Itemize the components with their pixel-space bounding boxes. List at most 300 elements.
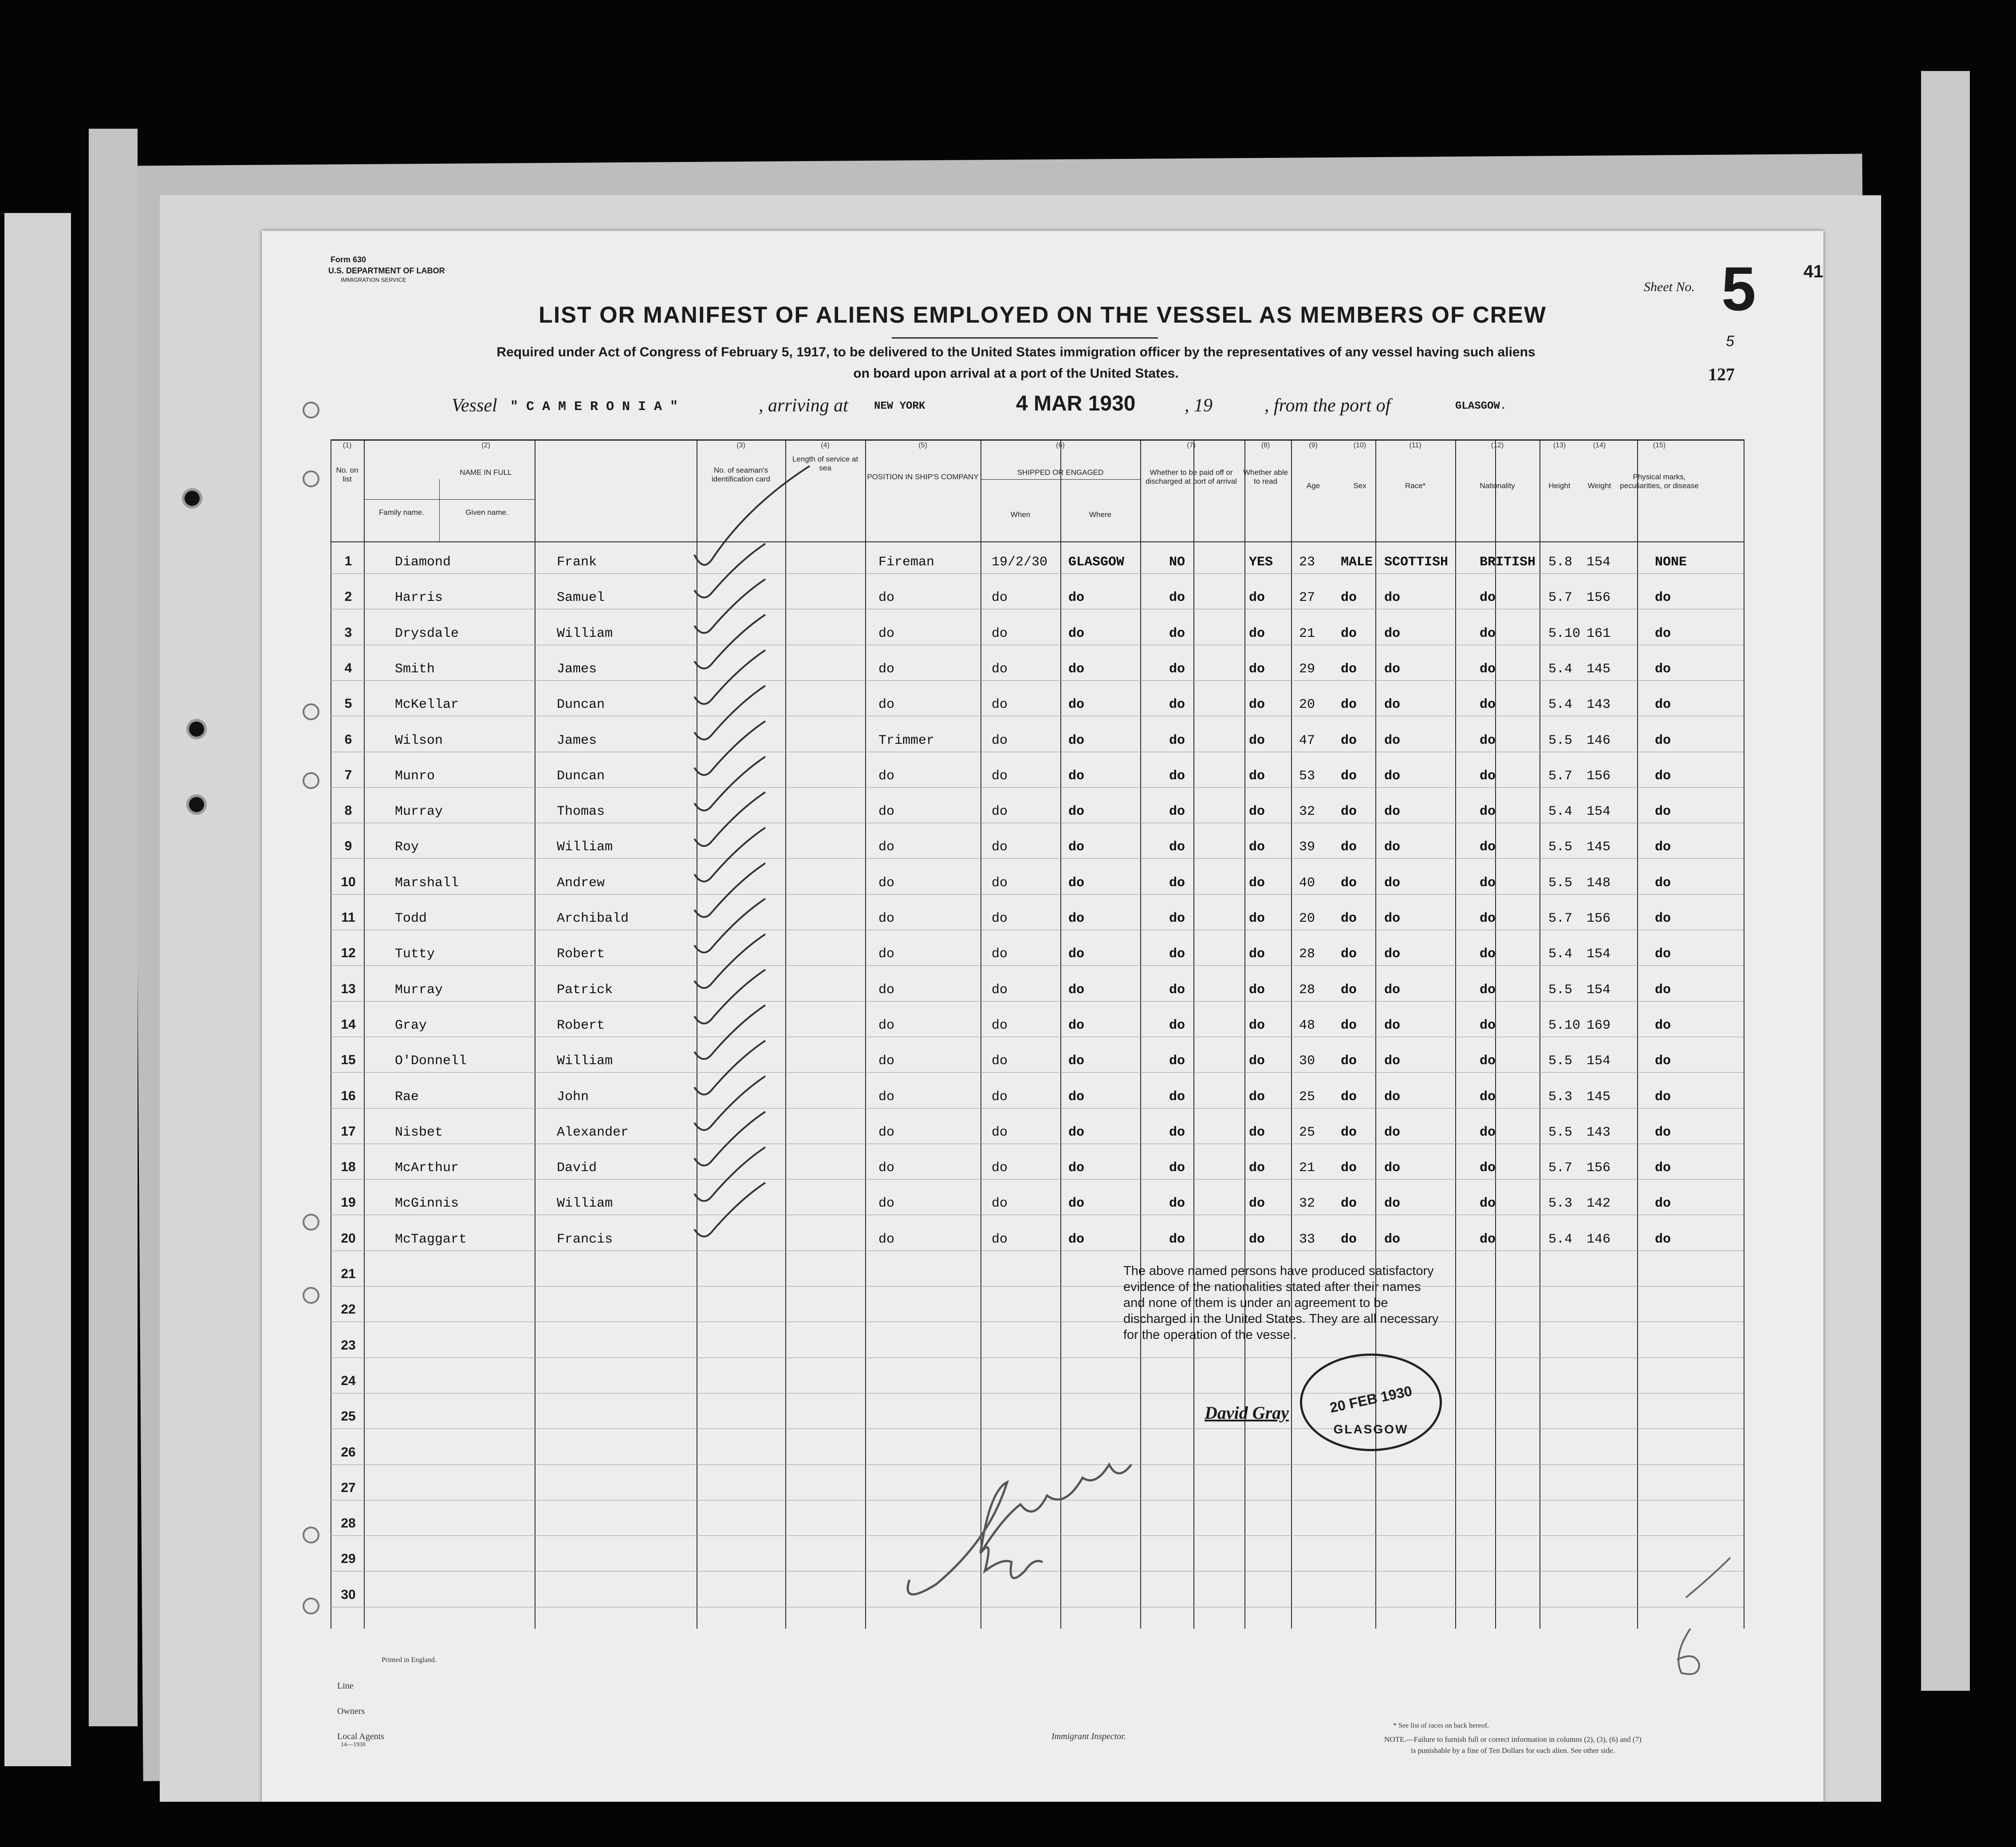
owners-label: Owners: [337, 1706, 365, 1716]
punch-hole: [182, 488, 202, 509]
cell-weight: 146: [1587, 1231, 1611, 1247]
cell-height: 5.5: [1548, 840, 1573, 855]
cell-age: 53: [1299, 768, 1315, 784]
cell-age: 20: [1299, 911, 1315, 926]
binder-ring: [303, 772, 319, 789]
row-number: 17: [341, 1124, 356, 1139]
cell-position: do: [878, 626, 895, 641]
column-number: (2): [481, 442, 490, 449]
cell-weight: 154: [1587, 947, 1611, 962]
column-header-race: Race*: [1405, 481, 1426, 490]
cell-age: 27: [1299, 590, 1315, 606]
cell-sex: do: [1341, 1018, 1357, 1033]
column-number: (4): [821, 442, 830, 449]
local-agents-label: Local Agents: [337, 1732, 385, 1741]
cell-height: 5.7: [1548, 911, 1573, 926]
handwriting-overlay: [262, 231, 1823, 1802]
cell-given: Andrew: [557, 875, 605, 891]
manifest-sheet: [262, 231, 1823, 1802]
cell-height: 5.4: [1548, 947, 1573, 962]
id-card-checkmarks: [694, 466, 810, 1236]
cell-height: 5.3: [1548, 1196, 1573, 1212]
cell-paid: do: [1169, 1231, 1185, 1247]
cell-where: do: [1068, 626, 1085, 641]
cell-paid: do: [1169, 1054, 1185, 1069]
cell-when: do: [992, 982, 1008, 998]
cell-given: William: [557, 840, 613, 855]
cell-race: do: [1384, 1125, 1401, 1140]
corner-number: 41: [1803, 262, 1823, 281]
cell-marks: do: [1655, 590, 1671, 606]
cell-position: do: [878, 697, 895, 713]
cell-weight: 145: [1587, 1089, 1611, 1105]
cell-race: do: [1384, 875, 1401, 891]
cell-age: 29: [1299, 661, 1315, 677]
cell-sex: do: [1341, 804, 1357, 820]
cell-height: 5.5: [1548, 1125, 1573, 1140]
page-edge-right: [1921, 71, 1970, 1691]
cell-position: Fireman: [878, 555, 935, 570]
column-header-weight: Weight: [1587, 481, 1611, 490]
row-number: 2: [344, 589, 352, 604]
cell-position: do: [878, 1231, 895, 1247]
page-edge-left: [89, 129, 138, 1726]
cell-race: do: [1384, 1054, 1401, 1069]
cell-weight: 169: [1587, 1018, 1611, 1033]
cell-height: 5.5: [1548, 1054, 1573, 1069]
cell-height: 5.5: [1548, 875, 1573, 891]
cell-family: Marshall: [395, 875, 459, 891]
cell-weight: 148: [1587, 875, 1611, 891]
penalty-note-1: NOTE.—Failure to furnish full or correct information in columns (2), (3), (6) and (7): [1384, 1735, 1642, 1744]
column-number: (10): [1353, 442, 1366, 449]
row-number: 23: [341, 1338, 356, 1353]
cell-sex: do: [1341, 840, 1357, 855]
cell-read: do: [1249, 911, 1265, 926]
column-number: (12): [1491, 442, 1504, 449]
cell-position: do: [878, 1160, 895, 1176]
cell-nationality: do: [1480, 733, 1496, 748]
cell-nationality: do: [1480, 840, 1496, 855]
cell-height: 5.4: [1548, 697, 1573, 713]
cell-race: do: [1384, 1089, 1401, 1105]
row-number: 10: [341, 874, 356, 889]
cell-weight: 154: [1587, 804, 1611, 820]
cell-where: do: [1068, 804, 1085, 820]
vessel-label: Vessel: [452, 395, 497, 416]
column-header-sex: Sex: [1353, 481, 1366, 490]
column-header-able-read: Whether able to read: [1243, 468, 1288, 485]
form-number: Form 630: [331, 255, 366, 264]
cell-height: 5.4: [1548, 804, 1573, 820]
cell-given: William: [557, 1054, 613, 1069]
cell-read: do: [1249, 661, 1265, 677]
cell-where: do: [1068, 1125, 1085, 1140]
cell-marks: do: [1655, 626, 1671, 641]
arrival-date-stamp: 4 MAR 1930: [1016, 392, 1136, 415]
cell-where: do: [1068, 768, 1085, 784]
cell-where: do: [1068, 911, 1085, 926]
inspector-scrawl: [908, 1464, 1131, 1594]
cell-position: do: [878, 1196, 895, 1212]
cell-age: 30: [1299, 1054, 1315, 1069]
cell-race: SCOTTISH: [1384, 555, 1449, 570]
cell-where: do: [1068, 590, 1085, 606]
cell-height: 5.7: [1548, 768, 1573, 784]
cell-height: 5.3: [1548, 1089, 1573, 1105]
cell-family: Murray: [395, 804, 443, 820]
row-number: 14: [341, 1017, 356, 1032]
cell-nationality: do: [1480, 947, 1496, 962]
column-number: (11): [1409, 442, 1421, 449]
year-label: , 19: [1185, 395, 1213, 416]
punch-hole: [186, 794, 207, 815]
cell-height: 5.10: [1548, 1018, 1581, 1033]
cell-height: 5.5: [1548, 982, 1573, 998]
cell-sex: do: [1341, 1054, 1357, 1069]
cell-read: do: [1249, 1054, 1265, 1069]
cell-nationality: do: [1480, 982, 1496, 998]
cell-position: do: [878, 1018, 895, 1033]
cell-sex: do: [1341, 1160, 1357, 1176]
form-code: 14—1930: [341, 1741, 366, 1748]
cell-when: do: [992, 590, 1008, 606]
cell-nationality: do: [1480, 768, 1496, 784]
cell-sex: do: [1341, 1089, 1357, 1105]
cell-read: do: [1249, 1231, 1265, 1247]
office-stamp-date: 20 FEB 1930: [1328, 1382, 1414, 1416]
cell-sex: do: [1341, 661, 1357, 677]
cell-nationality: do: [1480, 1018, 1496, 1033]
cell-when: do: [992, 768, 1008, 784]
cell-age: 33: [1299, 1231, 1315, 1247]
row-number: 13: [341, 981, 356, 996]
cell-race: do: [1384, 590, 1401, 606]
column-header-shipped: SHIPPED OR ENGAGED: [1017, 468, 1104, 477]
cell-age: 21: [1299, 1160, 1315, 1176]
cell-age: 21: [1299, 626, 1315, 641]
row-number: 30: [341, 1587, 356, 1602]
row-number: 4: [344, 660, 352, 675]
column-number: (7): [1187, 442, 1196, 449]
cell-marks: do: [1655, 1160, 1671, 1176]
cell-read: do: [1249, 768, 1265, 784]
cell-height: 5.7: [1548, 1160, 1573, 1176]
cell-position: do: [878, 840, 895, 855]
row-number: 16: [341, 1088, 356, 1103]
row-number: 25: [341, 1409, 356, 1424]
cell-marks: do: [1655, 911, 1671, 926]
cell-family: Tutty: [395, 947, 435, 962]
row-number: 3: [344, 625, 352, 640]
cell-race: do: [1384, 947, 1401, 962]
cell-family: Nisbet: [395, 1125, 443, 1140]
cell-family: Diamond: [395, 555, 451, 570]
cell-race: do: [1384, 697, 1401, 713]
cell-when: do: [992, 875, 1008, 891]
cell-age: 25: [1299, 1089, 1315, 1105]
cell-marks: do: [1655, 1231, 1671, 1247]
column-number: (15): [1653, 442, 1666, 449]
cell-given: Frank: [557, 555, 597, 570]
cell-marks: do: [1655, 1018, 1671, 1033]
cell-height: 5.5: [1548, 733, 1573, 748]
cell-nationality: do: [1480, 1231, 1496, 1247]
cell-height: 5.7: [1548, 590, 1573, 606]
cell-sex: do: [1341, 1125, 1357, 1140]
cell-race: do: [1384, 768, 1401, 784]
cell-race: do: [1384, 1160, 1401, 1176]
cell-when: do: [992, 661, 1008, 677]
cell-when: do: [992, 697, 1008, 713]
cell-marks: do: [1655, 733, 1671, 748]
cell-nationality: do: [1480, 804, 1496, 820]
row-number: 15: [341, 1053, 356, 1068]
cell-race: do: [1384, 626, 1401, 641]
cell-nationality: do: [1480, 590, 1496, 606]
cell-given: James: [557, 661, 597, 677]
margin-mark: [1677, 1558, 1730, 1674]
cell-weight: 143: [1587, 697, 1611, 713]
column-number: (6): [1056, 442, 1065, 449]
cell-age: 39: [1299, 840, 1315, 855]
column-header-age: Age: [1306, 481, 1320, 490]
cell-nationality: do: [1480, 697, 1496, 713]
cell-when: do: [992, 1054, 1008, 1069]
cell-age: 28: [1299, 947, 1315, 962]
row-number: 26: [341, 1444, 356, 1460]
cell-given: Robert: [557, 947, 605, 962]
cell-age: 47: [1299, 733, 1315, 748]
column-number: (14): [1593, 442, 1606, 449]
cell-family: Murray: [395, 982, 443, 998]
cell-read: do: [1249, 875, 1265, 891]
cell-weight: 161: [1587, 626, 1611, 641]
cell-position: do: [878, 804, 895, 820]
cell-read: do: [1249, 1125, 1265, 1140]
manifest-title: LIST OR MANIFEST OF ALIENS EMPLOYED ON THE VESSEL AS MEMBERS OF CREW: [539, 302, 1547, 328]
cell-marks: NONE: [1655, 555, 1687, 570]
cell-given: Duncan: [557, 768, 605, 784]
cell-paid: NO: [1169, 555, 1185, 570]
cell-read: do: [1249, 590, 1265, 606]
cell-weight: 146: [1587, 733, 1611, 748]
row-number: 20: [341, 1231, 356, 1246]
row-number: 6: [344, 732, 352, 747]
cell-paid: do: [1169, 982, 1185, 998]
cell-height: 5.10: [1548, 626, 1581, 641]
cell-when: 19/2/30: [992, 555, 1048, 570]
cell-family: Todd: [395, 911, 427, 926]
cell-paid: do: [1169, 1160, 1185, 1176]
cell-given: Patrick: [557, 982, 613, 998]
cell-height: 5.4: [1548, 1231, 1573, 1247]
binder-ring: [303, 1287, 319, 1304]
cell-family: McArthur: [395, 1160, 459, 1176]
cell-race: do: [1384, 1231, 1401, 1247]
cell-marks: do: [1655, 1125, 1671, 1140]
cell-nationality: do: [1480, 1089, 1496, 1105]
cell-weight: 154: [1587, 555, 1611, 570]
subtitle-line-1: Required under Act of Congress of February 5, 1917, to be delivered to the United States immigration officer by the representatives of any vessel having such aliens: [496, 345, 1536, 359]
cell-race: do: [1384, 840, 1401, 855]
column-header-length-service: Length of service at sea: [792, 455, 858, 472]
race-note: * See list of races on back hereof.: [1393, 1722, 1489, 1729]
cell-paid: do: [1169, 768, 1185, 784]
cell-where: do: [1068, 1054, 1085, 1069]
column-number: (1): [343, 442, 352, 449]
cell-sex: do: [1341, 626, 1357, 641]
cell-given: David: [557, 1160, 597, 1176]
cell-given: Francis: [557, 1231, 613, 1247]
page-edge-left: [4, 213, 71, 1766]
cell-given: John: [557, 1089, 589, 1105]
cell-sex: do: [1341, 1196, 1357, 1212]
column-number: (9): [1309, 442, 1318, 449]
row-number: 18: [341, 1160, 356, 1175]
cell-family: Gray: [395, 1018, 427, 1033]
cell-family: McKellar: [395, 697, 459, 713]
cell-position: do: [878, 590, 895, 606]
cell-age: 25: [1299, 1125, 1315, 1140]
cell-paid: do: [1169, 1089, 1185, 1105]
row-number: 12: [341, 946, 356, 961]
binder-ring: [303, 703, 319, 720]
cell-position: do: [878, 947, 895, 962]
cell-family: Roy: [395, 840, 419, 855]
cell-marks: do: [1655, 947, 1671, 962]
department: U.S. DEPARTMENT OF LABOR: [328, 266, 445, 275]
cell-weight: 143: [1587, 1125, 1611, 1140]
column-header-given-name: Given name.: [465, 508, 508, 517]
cell-position: do: [878, 768, 895, 784]
office-stamp-city: GLASGOW: [1333, 1422, 1409, 1436]
cell-height: 5.4: [1548, 661, 1573, 677]
cell-read: YES: [1249, 555, 1273, 570]
cell-paid: do: [1169, 661, 1185, 677]
sheet-label: Sheet No.: [1644, 280, 1695, 294]
binder-ring: [303, 1598, 319, 1614]
cell-family: Rae: [395, 1089, 419, 1105]
row-number: 7: [344, 767, 352, 782]
cell-paid: do: [1169, 697, 1185, 713]
cell-family: Drysdale: [395, 626, 459, 641]
column-header-no: No. on list: [336, 466, 358, 483]
cell-race: do: [1384, 1018, 1401, 1033]
cell-race: do: [1384, 733, 1401, 748]
cell-paid: do: [1169, 590, 1185, 606]
cell-age: 32: [1299, 1196, 1315, 1212]
cell-read: do: [1249, 840, 1265, 855]
departure-port: GLASGOW.: [1455, 400, 1507, 412]
cell-when: do: [992, 626, 1008, 641]
cell-age: 23: [1299, 555, 1315, 570]
cell-when: do: [992, 1196, 1008, 1212]
cell-nationality: BRITISH: [1480, 555, 1536, 570]
cell-read: do: [1249, 626, 1265, 641]
column-header-when: When: [1010, 510, 1031, 519]
cell-nationality: do: [1480, 1054, 1496, 1069]
line-label: Line: [337, 1681, 354, 1691]
cell-position: do: [878, 1125, 895, 1140]
printed-in-england: Printed in England.: [382, 1656, 437, 1664]
row-number: 28: [341, 1516, 356, 1531]
cell-read: do: [1249, 804, 1265, 820]
cell-where: do: [1068, 1231, 1085, 1247]
column-number: (13): [1553, 442, 1566, 449]
column-number: (5): [918, 442, 927, 449]
cell-read: do: [1249, 1089, 1265, 1105]
row-number: 5: [344, 696, 352, 711]
row-number: 1: [344, 554, 352, 568]
cell-where: GLASGOW: [1068, 555, 1125, 570]
cell-weight: 145: [1587, 661, 1611, 677]
cell-marks: do: [1655, 661, 1671, 677]
cell-marks: do: [1655, 875, 1671, 891]
cell-marks: do: [1655, 982, 1671, 998]
cell-when: do: [992, 804, 1008, 820]
cell-marks: do: [1655, 1089, 1671, 1105]
cell-marks: do: [1655, 804, 1671, 820]
row-number: 8: [344, 803, 352, 818]
cell-family: Harris: [395, 590, 443, 606]
cell-nationality: do: [1480, 661, 1496, 677]
cell-paid: do: [1169, 875, 1185, 891]
cell-sex: do: [1341, 1231, 1357, 1247]
cell-position: Trimmer: [878, 733, 935, 748]
cell-sex: do: [1341, 982, 1357, 998]
cell-marks: do: [1655, 1054, 1671, 1069]
cell-sex: MALE: [1341, 555, 1373, 570]
cell-paid: do: [1169, 1018, 1185, 1033]
column-header-nationality: Nationality: [1480, 481, 1515, 490]
cell-weight: 156: [1587, 911, 1611, 926]
cell-race: do: [1384, 982, 1401, 998]
cell-where: do: [1068, 697, 1085, 713]
cell-nationality: do: [1480, 1196, 1496, 1212]
cell-where: do: [1068, 1018, 1085, 1033]
cell-weight: 154: [1587, 1054, 1611, 1069]
column-number: (8): [1261, 442, 1270, 449]
cell-where: do: [1068, 947, 1085, 962]
cell-read: do: [1249, 1196, 1265, 1212]
cell-age: 20: [1299, 697, 1315, 713]
cell-marks: do: [1655, 840, 1671, 855]
cell-race: do: [1384, 1196, 1401, 1212]
cell-age: 28: [1299, 982, 1315, 998]
binder-ring: [303, 470, 319, 487]
cell-position: do: [878, 875, 895, 891]
row-number: 29: [341, 1551, 356, 1567]
column-header-paid-off: Whether to be paid off or discharged at port of arrival: [1146, 468, 1237, 485]
inspector-label: Immigrant Inspector.: [1051, 1732, 1126, 1741]
cell-when: do: [992, 1231, 1008, 1247]
penalty-note-2: is punishable by a fine of Ten Dollars for each alien. See other side.: [1411, 1746, 1615, 1755]
column-header-height: Height: [1548, 481, 1571, 490]
cell-given: Samuel: [557, 590, 605, 606]
cell-paid: do: [1169, 626, 1185, 641]
cell-family: Smith: [395, 661, 435, 677]
column-header-where: Where: [1089, 510, 1112, 519]
cell-where: do: [1068, 840, 1085, 855]
cell-weight: 145: [1587, 840, 1611, 855]
cell-paid: do: [1169, 733, 1185, 748]
cell-paid: do: [1169, 1196, 1185, 1212]
cell-weight: 156: [1587, 768, 1611, 784]
cell-given: William: [557, 1196, 613, 1212]
column-header-family-name: Family name.: [378, 508, 425, 517]
cell-read: do: [1249, 947, 1265, 962]
